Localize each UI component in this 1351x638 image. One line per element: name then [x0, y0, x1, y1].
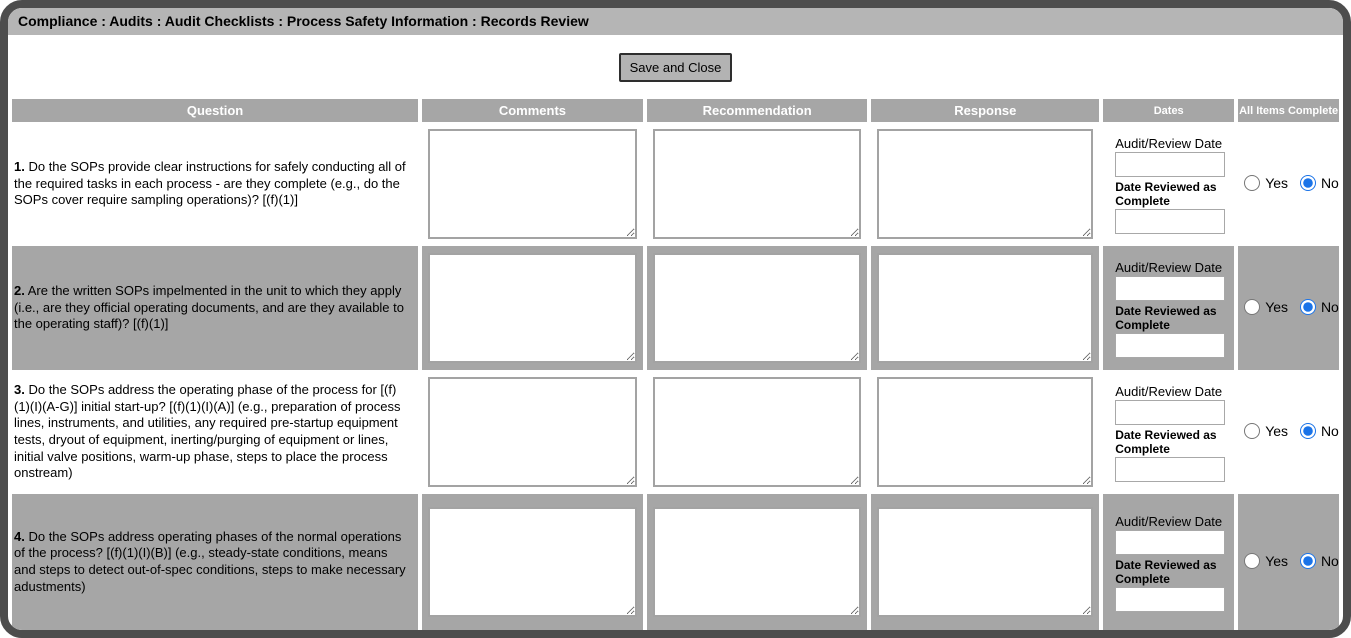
date-reviewed-complete-input[interactable]: [1115, 457, 1225, 482]
yes-radio[interactable]: [1244, 175, 1260, 191]
no-radio-label: No: [1320, 298, 1339, 315]
no-radio[interactable]: [1300, 175, 1316, 191]
date-reviewed-complete-label: Date Reviewed as Complete: [1115, 427, 1217, 456]
recommendation-textarea[interactable]: [653, 129, 862, 239]
yes-radio-label: Yes: [1265, 422, 1289, 439]
dates-cell: [1103, 246, 1234, 370]
no-radio-option[interactable]: [1300, 299, 1339, 315]
no-radio-label: No: [1320, 422, 1339, 439]
comments-cell: [422, 122, 643, 246]
response-cell: [871, 122, 1099, 246]
no-radio-label: No: [1320, 174, 1339, 191]
table-row: [12, 246, 1339, 370]
dates-cell: [1103, 122, 1234, 246]
column-header-response: Response: [871, 99, 1099, 122]
no-radio-option[interactable]: [1300, 175, 1339, 191]
table-row: [12, 122, 1339, 246]
comments-cell: [422, 494, 643, 630]
no-radio[interactable]: [1300, 553, 1316, 569]
all-items-complete-cell: [1238, 370, 1339, 494]
yes-radio-label: Yes: [1265, 174, 1289, 191]
comments-textarea[interactable]: [428, 507, 637, 617]
response-textarea[interactable]: [877, 253, 1093, 363]
audit-review-date-label: Audit/Review Date: [1115, 513, 1223, 529]
yes-radio[interactable]: [1244, 553, 1260, 569]
date-reviewed-complete-label: Date Reviewed as Complete: [1115, 179, 1217, 208]
column-header-dates: Dates: [1103, 99, 1234, 122]
recommendation-cell: [647, 246, 868, 370]
question-cell: [12, 246, 418, 370]
yes-radio-option[interactable]: [1244, 175, 1288, 191]
response-textarea[interactable]: [877, 377, 1093, 487]
yes-radio-label: Yes: [1265, 552, 1289, 569]
column-header-recommendation: Recommendation: [647, 99, 868, 122]
comments-textarea[interactable]: [428, 377, 637, 487]
question-number: 3.: [14, 382, 25, 398]
recommendation-textarea[interactable]: [653, 377, 862, 487]
question-cell: [12, 494, 418, 630]
audit-review-date-input[interactable]: [1115, 152, 1225, 177]
all-items-complete-cell: [1238, 246, 1339, 370]
yes-radio[interactable]: [1244, 299, 1260, 315]
no-radio-label: No: [1320, 552, 1339, 569]
no-radio-option[interactable]: [1300, 423, 1339, 439]
no-radio[interactable]: [1300, 423, 1316, 439]
recommendation-cell: [647, 122, 868, 246]
checklist-table: [8, 99, 1343, 630]
response-textarea[interactable]: [877, 507, 1093, 617]
audit-review-date-input[interactable]: [1115, 530, 1225, 555]
recommendation-textarea[interactable]: [653, 253, 862, 363]
table-row: [12, 370, 1339, 494]
column-header-comments: Comments: [422, 99, 643, 122]
audit-review-date-input[interactable]: [1115, 400, 1225, 425]
question-text: Do the SOPs address the operating phase of the process for [(f)(1)(I)(A-G)] initial start-up? [(f)(1)(I)(A)] (e.g., preparation of process lines, instruments, and utilities, any required pre-startup equipment tests, dryout of equipment, inerting/purging of equipment or lines, initial valve positions, warm-up phase, steps to place the process onstream): [14, 382, 401, 481]
yes-radio-option[interactable]: [1244, 423, 1288, 439]
dates-cell: [1103, 494, 1234, 630]
comments-textarea[interactable]: [428, 129, 637, 239]
all-items-complete-cell: [1238, 122, 1339, 246]
date-reviewed-complete-label: Date Reviewed as Complete: [1115, 557, 1217, 586]
toolbar: [8, 35, 1343, 99]
no-radio-option[interactable]: [1300, 553, 1339, 569]
yes-radio[interactable]: [1244, 423, 1260, 439]
comments-textarea[interactable]: [428, 253, 637, 363]
question-cell: [12, 370, 418, 494]
response-cell: [871, 494, 1099, 630]
column-header-question: Question: [12, 99, 418, 122]
question-text: Are the written SOPs impelmented in the unit to which they apply (i.e., are they official operating documents, and are they available to the operating staff)? [(f)(1)]: [14, 283, 404, 332]
yes-radio-option[interactable]: [1244, 299, 1288, 315]
recommendation-cell: [647, 494, 868, 630]
recommendation-textarea[interactable]: [653, 507, 862, 617]
table-header-row: [12, 99, 1339, 122]
column-header-all-items-complete: All Items Complete: [1238, 99, 1339, 122]
save-and-close-button[interactable]: Save and Close: [619, 53, 733, 82]
question-cell: [12, 122, 418, 246]
date-reviewed-complete-input[interactable]: [1115, 333, 1225, 358]
response-cell: [871, 370, 1099, 494]
audit-review-date-label: Audit/Review Date: [1115, 383, 1223, 399]
yes-radio-option[interactable]: [1244, 553, 1288, 569]
comments-cell: [422, 246, 643, 370]
audit-review-date-label: Audit/Review Date: [1115, 135, 1223, 151]
comments-cell: [422, 370, 643, 494]
yes-radio-label: Yes: [1265, 298, 1289, 315]
date-reviewed-complete-label: Date Reviewed as Complete: [1115, 303, 1217, 332]
question-number: 1.: [14, 159, 25, 175]
no-radio[interactable]: [1300, 299, 1316, 315]
response-textarea[interactable]: [877, 129, 1093, 239]
question-text: Do the SOPs provide clear instructions for safely conducting all of the required tasks in each process - are they complete (e.g., do the SOPs cover require sampling operations)? [(f)(1)]: [14, 159, 406, 208]
date-reviewed-complete-input[interactable]: [1115, 209, 1225, 234]
table-row: [12, 494, 1339, 630]
audit-review-date-input[interactable]: [1115, 276, 1225, 301]
response-cell: [871, 246, 1099, 370]
recommendation-cell: [647, 370, 868, 494]
question-number: 4.: [14, 528, 25, 544]
breadcrumb: Compliance : Audits : Audit Checklists : Process Safety Information : Records Review: [8, 8, 1343, 35]
audit-review-date-label: Audit/Review Date: [1115, 259, 1223, 275]
dates-cell: [1103, 370, 1234, 494]
question-text: Do the SOPs address operating phases of the normal operations of the process? [(f)(1)(I)(B)] (e.g., steady-state conditions, means and steps to detect out-of-spec conditions, steps to make necessary adustments): [14, 528, 406, 594]
date-reviewed-complete-input[interactable]: [1115, 587, 1225, 612]
all-items-complete-cell: [1238, 494, 1339, 630]
question-number: 2.: [14, 283, 25, 299]
